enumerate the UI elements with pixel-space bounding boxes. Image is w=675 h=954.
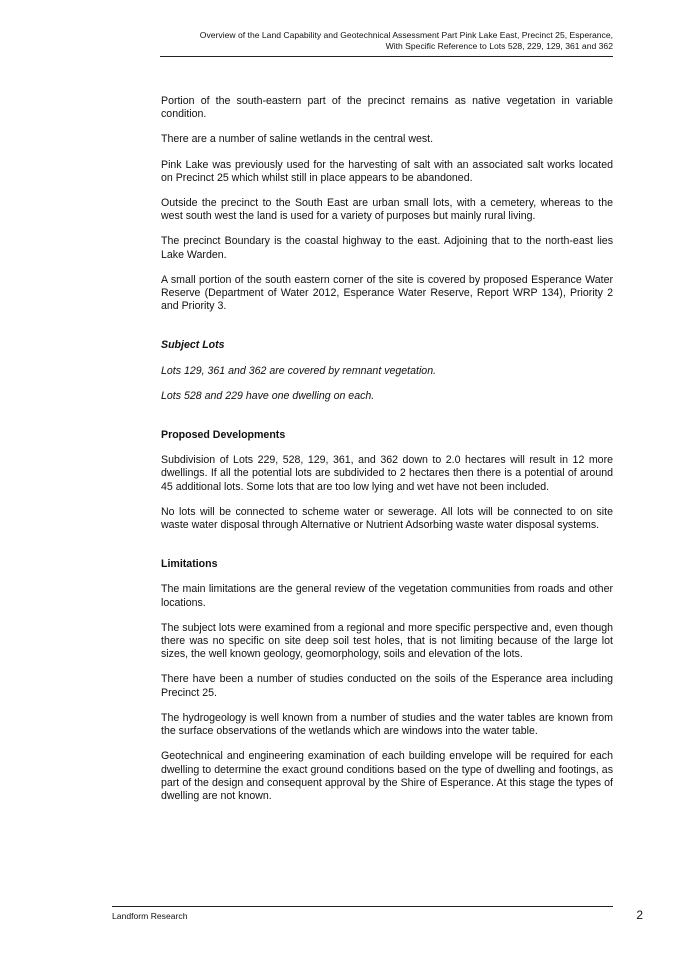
- document-body: [161, 95, 613, 815]
- paragraph: Pink Lake was previously used for the harvesting of salt with an associated salt works located on Precinct 25 which whilst still in place appears to be abandoned.: [161, 158, 613, 184]
- paragraph: Subdivision of Lots 229, 528, 129, 361, and 362 down to 2.0 hectares will result in 12 more dwellings. If all the potential lots are subdivided to 2 hectares then there is a potential of around 45 additional lots. Some lots that are too low lying and wet have not been included.: [161, 454, 613, 493]
- subject-lots-heading: Subject Lots: [161, 339, 225, 352]
- paragraph: The main limitations are the general review of the vegetation communities from roads and other locations.: [161, 583, 613, 609]
- paragraph: There are a number of saline wetlands in the central west.: [161, 133, 434, 146]
- paragraph: The hydrogeology is well known from a number of studies and the water tables are known from the surface observations of the wetlands which are windows into the water table.: [161, 711, 613, 738]
- page-number: 2: [636, 908, 643, 922]
- header-line-1: Overview of the Land Capability and Geotechnical Assessment Part Pink Lake East, Precinct 25, Esperance,: [199, 30, 613, 40]
- header-line-2: With Specific Reference to Lots 528, 229, 129, 361 and 362: [385, 41, 613, 51]
- paragraph: Portion of the south-eastern part of the precinct remains as native vegetation in variable condition.: [161, 95, 613, 121]
- paragraph: The precinct Boundary is the coastal highway to the east. Adjoining that to the north-east lies Lake Warden.: [161, 235, 613, 261]
- limitations-heading: Limitations: [161, 558, 218, 571]
- subject-lots-item: Lots 129, 361 and 362 are covered by remnant vegetation.: [161, 364, 437, 377]
- footer-divider: [112, 906, 613, 907]
- paragraph: There have been a number of studies conducted on the soils of the Esperance area including Precinct 25.: [161, 673, 613, 699]
- paragraph: No lots will be connected to scheme water or sewerage. All lots will be connected to on site waste water disposal through Alternative or Nutrient Adsorbing waste water disposal systems.: [161, 505, 613, 532]
- footer-organization: Landform Research: [112, 911, 188, 921]
- page-header: [93, 30, 613, 52]
- paragraph: Geotechnical and engineering examination of each building envelope will be required for each dwelling to determine the exact ground conditions based on the type of dwelling and footings, as part of the design and consequent approval by the Shire of Esperance. At this stage the types of dwelling are not known.: [161, 750, 613, 802]
- paragraph: A small portion of the south eastern corner of the site is covered by proposed Esperance Water Reserve (Department of Water 2012, Esperance Water Reserve, Report WRP 134), Priority 2 and Priority 3.: [161, 273, 613, 313]
- proposed-developments-heading: Proposed Developments: [161, 429, 286, 442]
- subject-lots-item: Lots 528 and 229 have one dwelling on each.: [161, 389, 375, 402]
- paragraph: Outside the precinct to the South East are urban small lots, with a cemetery, whereas to the west south west the land is used for a variety of purposes but mainly rural living.: [161, 197, 613, 223]
- header-divider: [160, 56, 613, 57]
- paragraph: The subject lots were examined from a regional and more specific perspective and, even though there was no specific on site deep soil test holes, that is not limiting because of the large lot sizes, the well known geology, geomorphology, soils and elevation of the lots.: [161, 621, 613, 661]
